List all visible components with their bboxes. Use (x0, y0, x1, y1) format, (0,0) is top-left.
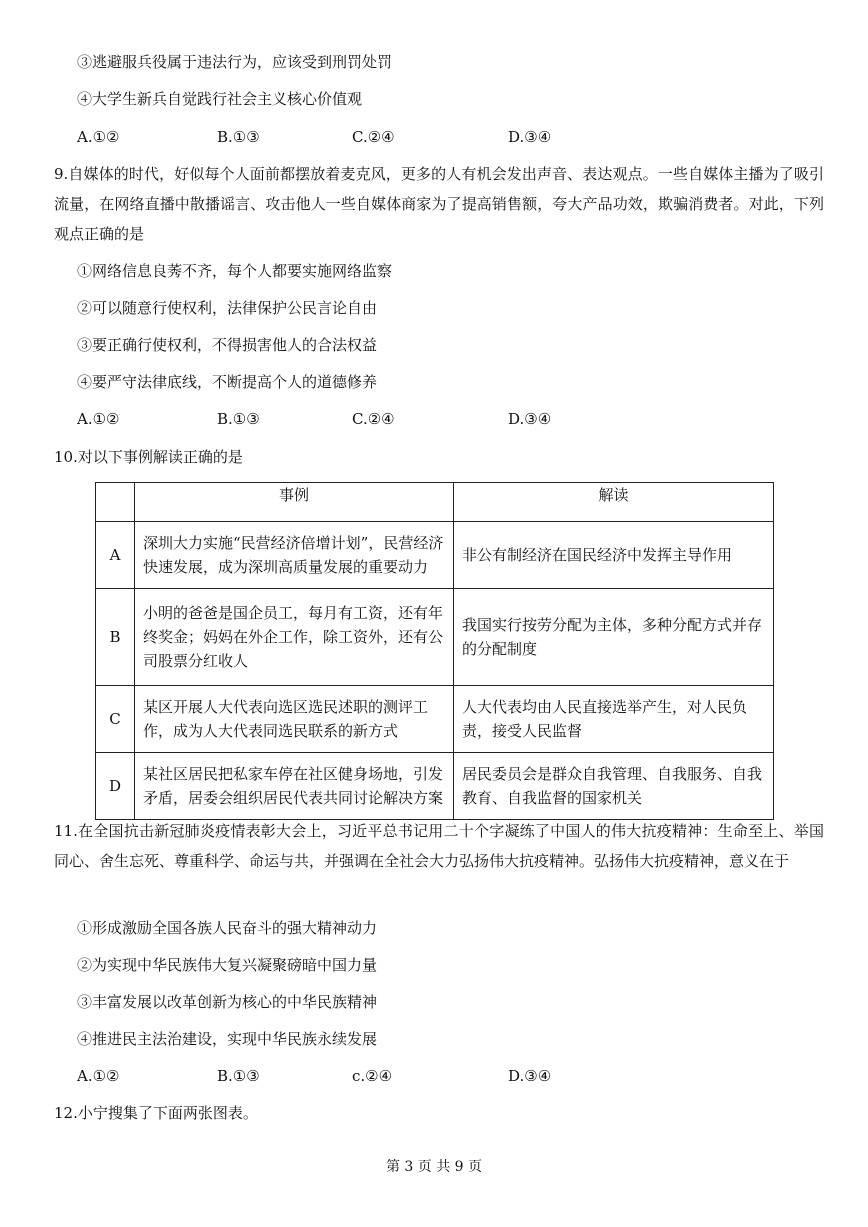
table-header-row (96, 483, 774, 522)
q8-item-3: ③逃避服兵役属于违法行为，应该受到刑罚处罚 (77, 53, 393, 71)
q9-option-c: C.②④ (352, 410, 395, 428)
page-footer: 第 3 页 共 9 页 (385, 1159, 483, 1175)
q9-item-1: ①网络信息良莠不齐，每个人都要实施网络监察 (77, 262, 393, 280)
q11-item-3: ③丰富发展以改革创新为核心的中华民族精神 (77, 993, 378, 1011)
q8-option-b: B.①③ (217, 128, 260, 146)
row-reading: 居民委员会是群众自我管理、自我服务、自我教育、自我监督的国家机关 (454, 753, 774, 820)
row-case: 深圳大力实施“民营经济倍增计划”，民营经济快速发展，成为深圳高质量发展的重要动力 (135, 522, 454, 589)
q9-item-3: ③要正确行使权利，不得损害他人的合法权益 (77, 336, 378, 354)
q9-stem: 9.自媒体的时代，好似每个人面前都摆放着麦克风，更多的人有机会发出声音、表达观点。一些自媒体主播为了吸引流量，在网络直播中散播谣言、攻击他人一些自媒体商家为了提高销售额，夸大产品功效，欺骗消费者。对此，下列观点正确的是 (54, 165, 824, 243)
q11-item-1: ①形成激励全国各族人民奋斗的强大精神动力 (77, 919, 378, 937)
q9-option-b: B.①③ (217, 410, 260, 428)
q8-item-4: ④大学生新兵自觉践行社会主义核心价值观 (77, 90, 363, 108)
row-case: 某社区居民把私家车停在社区健身场地，引发矛盾，居委会组织居民代表共同讨论解决方案 (135, 753, 454, 820)
q10-stem: 10.对以下事例解读正确的是 (54, 448, 243, 466)
q11-option-b: B.①③ (217, 1067, 260, 1085)
q11-options (77, 1066, 837, 1086)
row-reading: 非公有制经济在国民经济中发挥主导作用 (454, 522, 774, 589)
q12-stem: 12.小宁搜集了下面两张图表。 (54, 1104, 258, 1122)
q8-options (77, 127, 837, 147)
q8-option-a: A.①② (77, 128, 120, 146)
header-blank (96, 483, 135, 522)
q11-item-2: ②为实现中华民族伟大复兴凝聚磅暗中国力量 (77, 956, 378, 974)
table-row (96, 589, 774, 686)
table-row (96, 686, 774, 753)
q9-item-4: ④要严守法律底线，不断提高个人的道德修养 (77, 373, 378, 391)
q9-option-a: A.①② (77, 410, 120, 428)
row-label: B (96, 589, 135, 686)
header-reading: 解读 (454, 483, 774, 522)
q11-option-a: A.①② (77, 1067, 120, 1085)
q9-item-2: ②可以随意行使权利，法律保护公民言论自由 (77, 299, 378, 317)
row-label: C (96, 686, 135, 753)
row-label: D (96, 753, 135, 820)
q11-item-4: ④推进民主法治建设，实现中华民族永续发展 (77, 1030, 378, 1048)
q11-option-d: D.③④ (508, 1067, 552, 1085)
row-label: A (96, 522, 135, 589)
q11-stem: 11.在全国抗击新冠肺炎疫情表彰大会上，习近平总书记用二十个字凝练了中国人的伟大抗疫精神：生命至上、举国同心、舍生忘死、尊重科学、命运与共，并强调在全社会大力弘扬伟大抗疫精神。弘扬伟大抗疫精神，意义在于 (54, 822, 824, 870)
header-case: 事例 (135, 483, 454, 522)
row-reading: 我国实行按劳分配为主体，多种分配方式并存的分配制度 (454, 589, 774, 686)
row-case: 某区开展人大代表向选区选民述职的测评工作，成为人大代表同选民联系的新方式 (135, 686, 454, 753)
q9-options (77, 409, 837, 429)
q9-option-d: D.③④ (508, 410, 552, 428)
q10-case-table (95, 482, 774, 820)
q8-option-c: C.②④ (352, 128, 395, 146)
q8-option-d: D.③④ (508, 128, 552, 146)
q11-option-c: c.②④ (352, 1067, 393, 1085)
table-row (96, 753, 774, 820)
table-row (96, 522, 774, 589)
row-reading: 人大代表均由人民直接选举产生，对人民负责，接受人民监督 (454, 686, 774, 753)
row-case: 小明的爸爸是国企员工，每月有工资，还有年终奖金；妈妈在外企工作，除工资外，还有公司股票分红收人 (135, 589, 454, 686)
